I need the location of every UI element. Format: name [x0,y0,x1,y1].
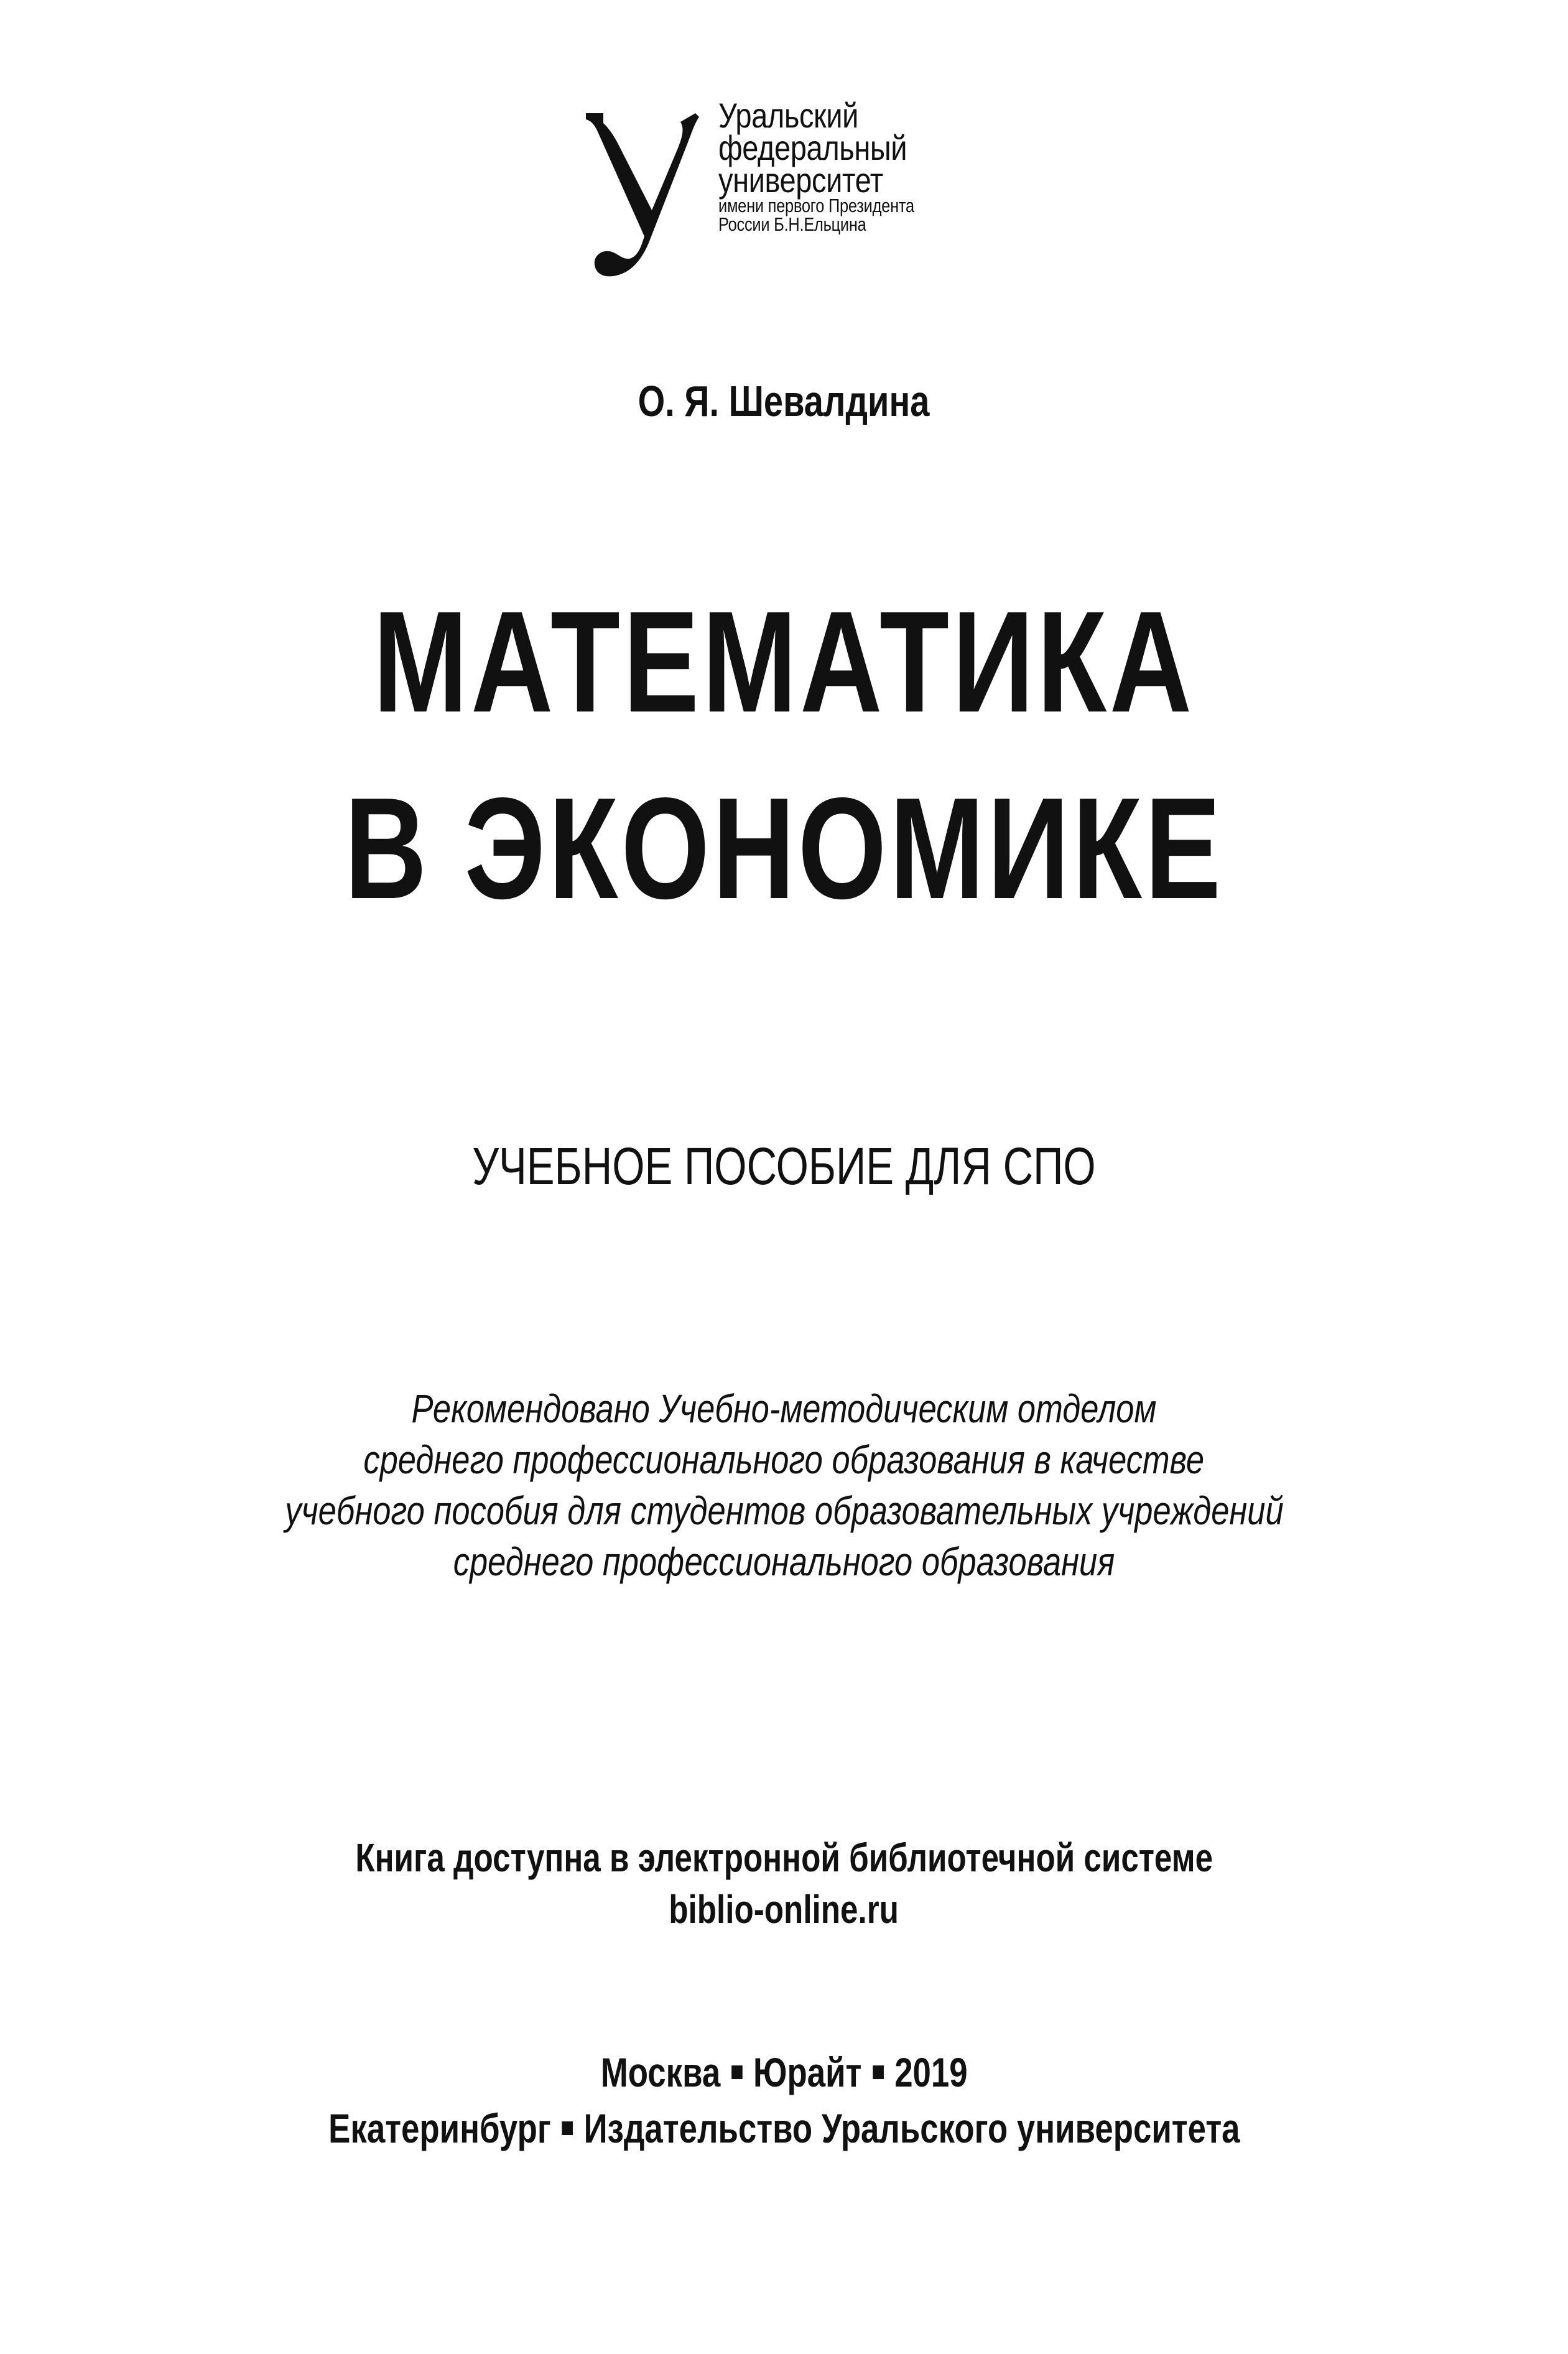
author-text: О. Я. Шевалдина [638,377,930,425]
recommendation-text: Рекомендовано Учебно-методическим отделом [411,1386,1157,1431]
publication-year: 2019 [894,2049,968,2095]
recommendation-line [0,1537,1568,1587]
university-name-line: университет [718,160,883,200]
university-dedication-line: имени первого Президента [718,195,914,216]
recommendation-line [0,1486,1568,1536]
imprint-line-2 [0,2102,1568,2154]
separator-square-icon [562,2121,573,2135]
publication-city: Екатеринбург [328,2105,551,2151]
publisher-name: Юрайт [753,2049,862,2095]
separator-square-icon [731,2065,743,2079]
university-name [718,96,957,235]
book-subtitle [0,1135,1568,1197]
recommendation-text: среднего профессионального образования в качестве [363,1437,1205,1482]
recommendation-line [0,1384,1568,1434]
book-title-text: В ЭКОНОМИКЕ [344,768,1224,929]
university-name-line: Уральский [718,96,858,135]
recommendation-line [0,1435,1568,1485]
university-name-line: федеральный [718,128,907,167]
availability-notice [0,1833,1568,1883]
availability-text: Книга доступна в электронной библиотечной системе [355,1835,1213,1880]
book-title-text: МАТЕМАТИКА [373,582,1195,743]
recommendation-text: учебного пособия для студентов образовательных учреждений [284,1488,1284,1533]
book-title-line-2 [0,768,1568,929]
university-dedication-line: России Б.Н.Ельцина [718,213,866,235]
imprint-line-1 [0,2046,1568,2098]
author-name [0,373,1568,429]
recommendation-text: среднего профессионального образования [453,1539,1115,1584]
book-subtitle-text: УЧЕБНОЕ ПОСОБИЕ ДЛЯ СПО [472,1137,1096,1195]
book-title-line-1 [0,582,1568,743]
university-u-mark-icon [585,111,728,279]
availability-url [0,1884,1568,1934]
separator-square-icon [873,2065,884,2079]
publisher-name: Издательство Уральского университета [583,2105,1240,2151]
publication-city: Москва [600,2049,720,2095]
university-logo [585,96,1020,286]
library-link[interactable]: biblio-online.ru [669,1887,899,1932]
